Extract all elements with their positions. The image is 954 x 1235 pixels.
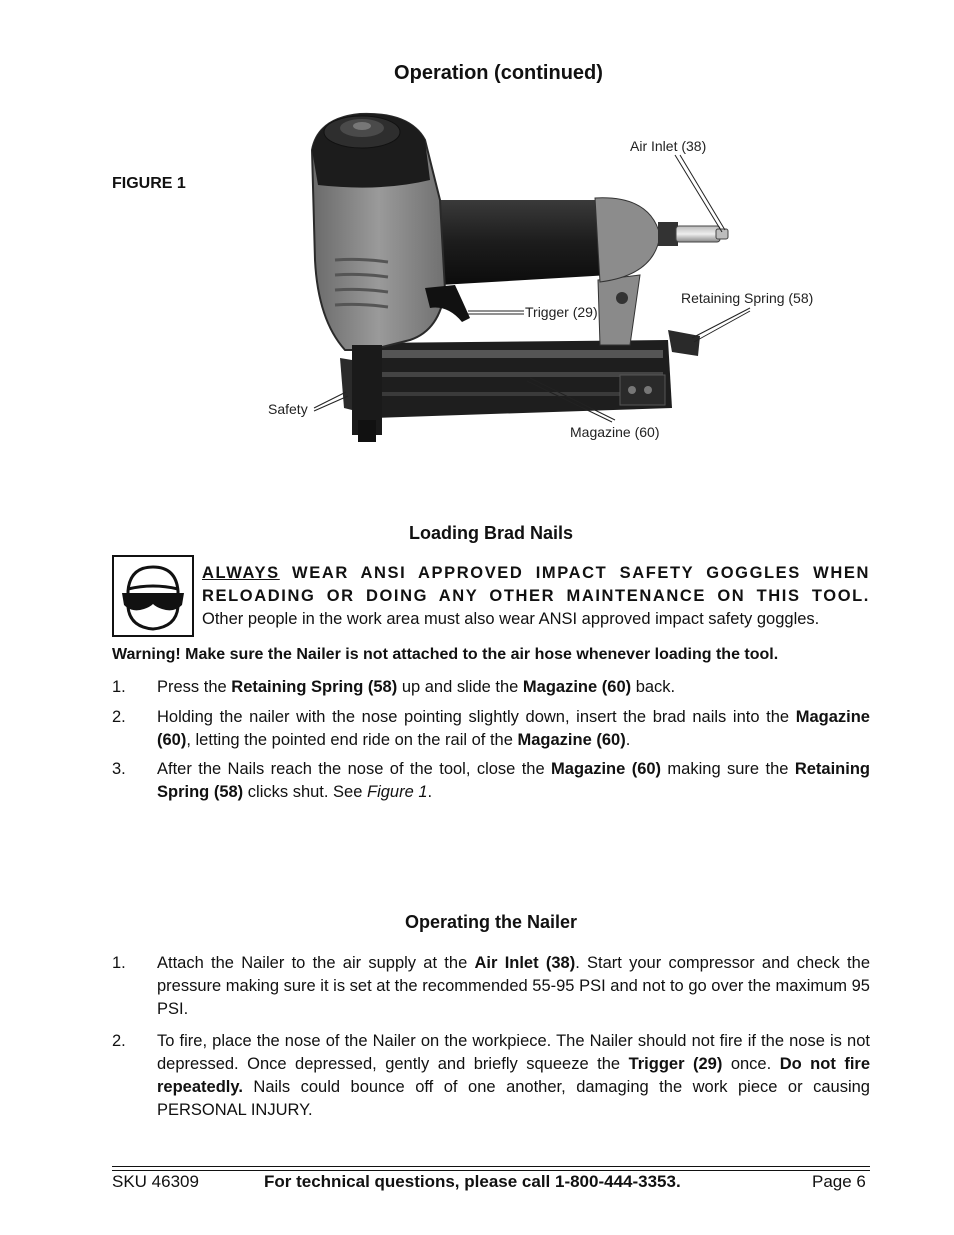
- step-number: 1.: [112, 954, 126, 972]
- step-text: .: [625, 731, 631, 749]
- loading-step-1: [112, 676, 870, 699]
- step-bold: Do not fire repeatedly.: [157, 1055, 870, 1096]
- step-bold: Air Inlet (38): [474, 954, 576, 972]
- step-bold: Magazine (60): [522, 678, 632, 696]
- step-text: Nails could bounce off of one another, damaging the work piece or causing PERSONAL INJURY.: [157, 1078, 870, 1119]
- step-number: 2.: [112, 708, 126, 726]
- safety-normal-text: Other people in the work area must also wear ANSI approved impact safety goggles.: [202, 610, 820, 628]
- step-text: .: [427, 783, 433, 801]
- step-text: once.: [722, 1055, 780, 1073]
- figure-label: FIGURE 1: [112, 175, 186, 192]
- callout-retaining-spring: Retaining Spring (58): [681, 290, 814, 306]
- step-text: making sure the: [661, 760, 795, 778]
- page-title: Operation (continued): [394, 62, 603, 84]
- footer-phone: For technical questions, please call 1-800-444-3353.: [264, 1172, 681, 1191]
- step-text: Attach the Nailer to the air supply at the: [157, 954, 475, 972]
- step-text: clicks shut. See: [243, 783, 367, 801]
- step-text: up and slide the: [397, 678, 523, 696]
- step-bold: Magazine (60): [157, 708, 870, 749]
- safety-notice: [202, 562, 870, 631]
- step-text: Press the: [157, 678, 232, 696]
- step-text: , letting the pointed end ride on the rail of the: [186, 731, 518, 749]
- step-text: back.: [631, 678, 676, 696]
- loading-heading: Loading Brad Nails: [408, 523, 574, 543]
- footer-rule: [112, 1170, 870, 1171]
- loading-step-3: [112, 758, 870, 804]
- operating-heading: Operating the Nailer: [404, 912, 578, 932]
- safety-goggles-icon: [112, 555, 194, 637]
- step-number: 1.: [112, 678, 126, 696]
- loading-step-2: [112, 706, 870, 752]
- step-number: 2.: [112, 1032, 126, 1050]
- nailer-illustration: [250, 110, 850, 460]
- callout-trigger: Trigger (29): [525, 304, 598, 320]
- step-text: After the Nails reach the nose of the tool, close the: [157, 760, 552, 778]
- step-bold: Magazine (60): [517, 731, 626, 749]
- footer-rule: [112, 1166, 870, 1167]
- warning-text: Warning! Make sure the Nailer is not attached to the air hose whenever loading the tool.: [112, 646, 779, 663]
- safety-caps-text: WEAR ANSI APPROVED IMPACT SAFETY GOGGLES WHEN RELOADING OR DOING ANY OTHER MAINTENANCE ON THIS TOOL.: [202, 564, 870, 605]
- safety-always: ALWAYS: [202, 564, 280, 582]
- operating-step-2: [112, 1030, 870, 1122]
- callout-magazine: Magazine (60): [570, 424, 660, 440]
- step-bold: Retaining Spring (58): [231, 678, 398, 696]
- operating-step-1: [112, 952, 870, 1021]
- step-italic: Figure 1: [367, 783, 428, 801]
- footer-sku: SKU 46309: [112, 1172, 199, 1191]
- callout-air-inlet: Air Inlet (38): [630, 138, 707, 154]
- callout-safety: Safety: [268, 401, 308, 417]
- step-text: Holding the nailer with the nose pointing slightly down, insert the brad nails into the: [157, 708, 796, 726]
- step-bold: Magazine (60): [551, 760, 662, 778]
- step-bold: Retaining Spring (58): [157, 760, 870, 801]
- step-bold: Trigger (29): [628, 1055, 723, 1073]
- step-text: To fire, place the nose of the Nailer on the workpiece. The Nailer should not fire if the nose is not depressed. Once depressed, gently and briefly squeeze the: [157, 1032, 870, 1073]
- footer-page-number: Page 6: [812, 1172, 866, 1191]
- step-text: . Start your compressor and check the pressure making sure it is set at the recommended 55-95 PSI and not to go over the maximum 95 PSI.: [157, 954, 870, 1018]
- step-number: 3.: [112, 760, 126, 778]
